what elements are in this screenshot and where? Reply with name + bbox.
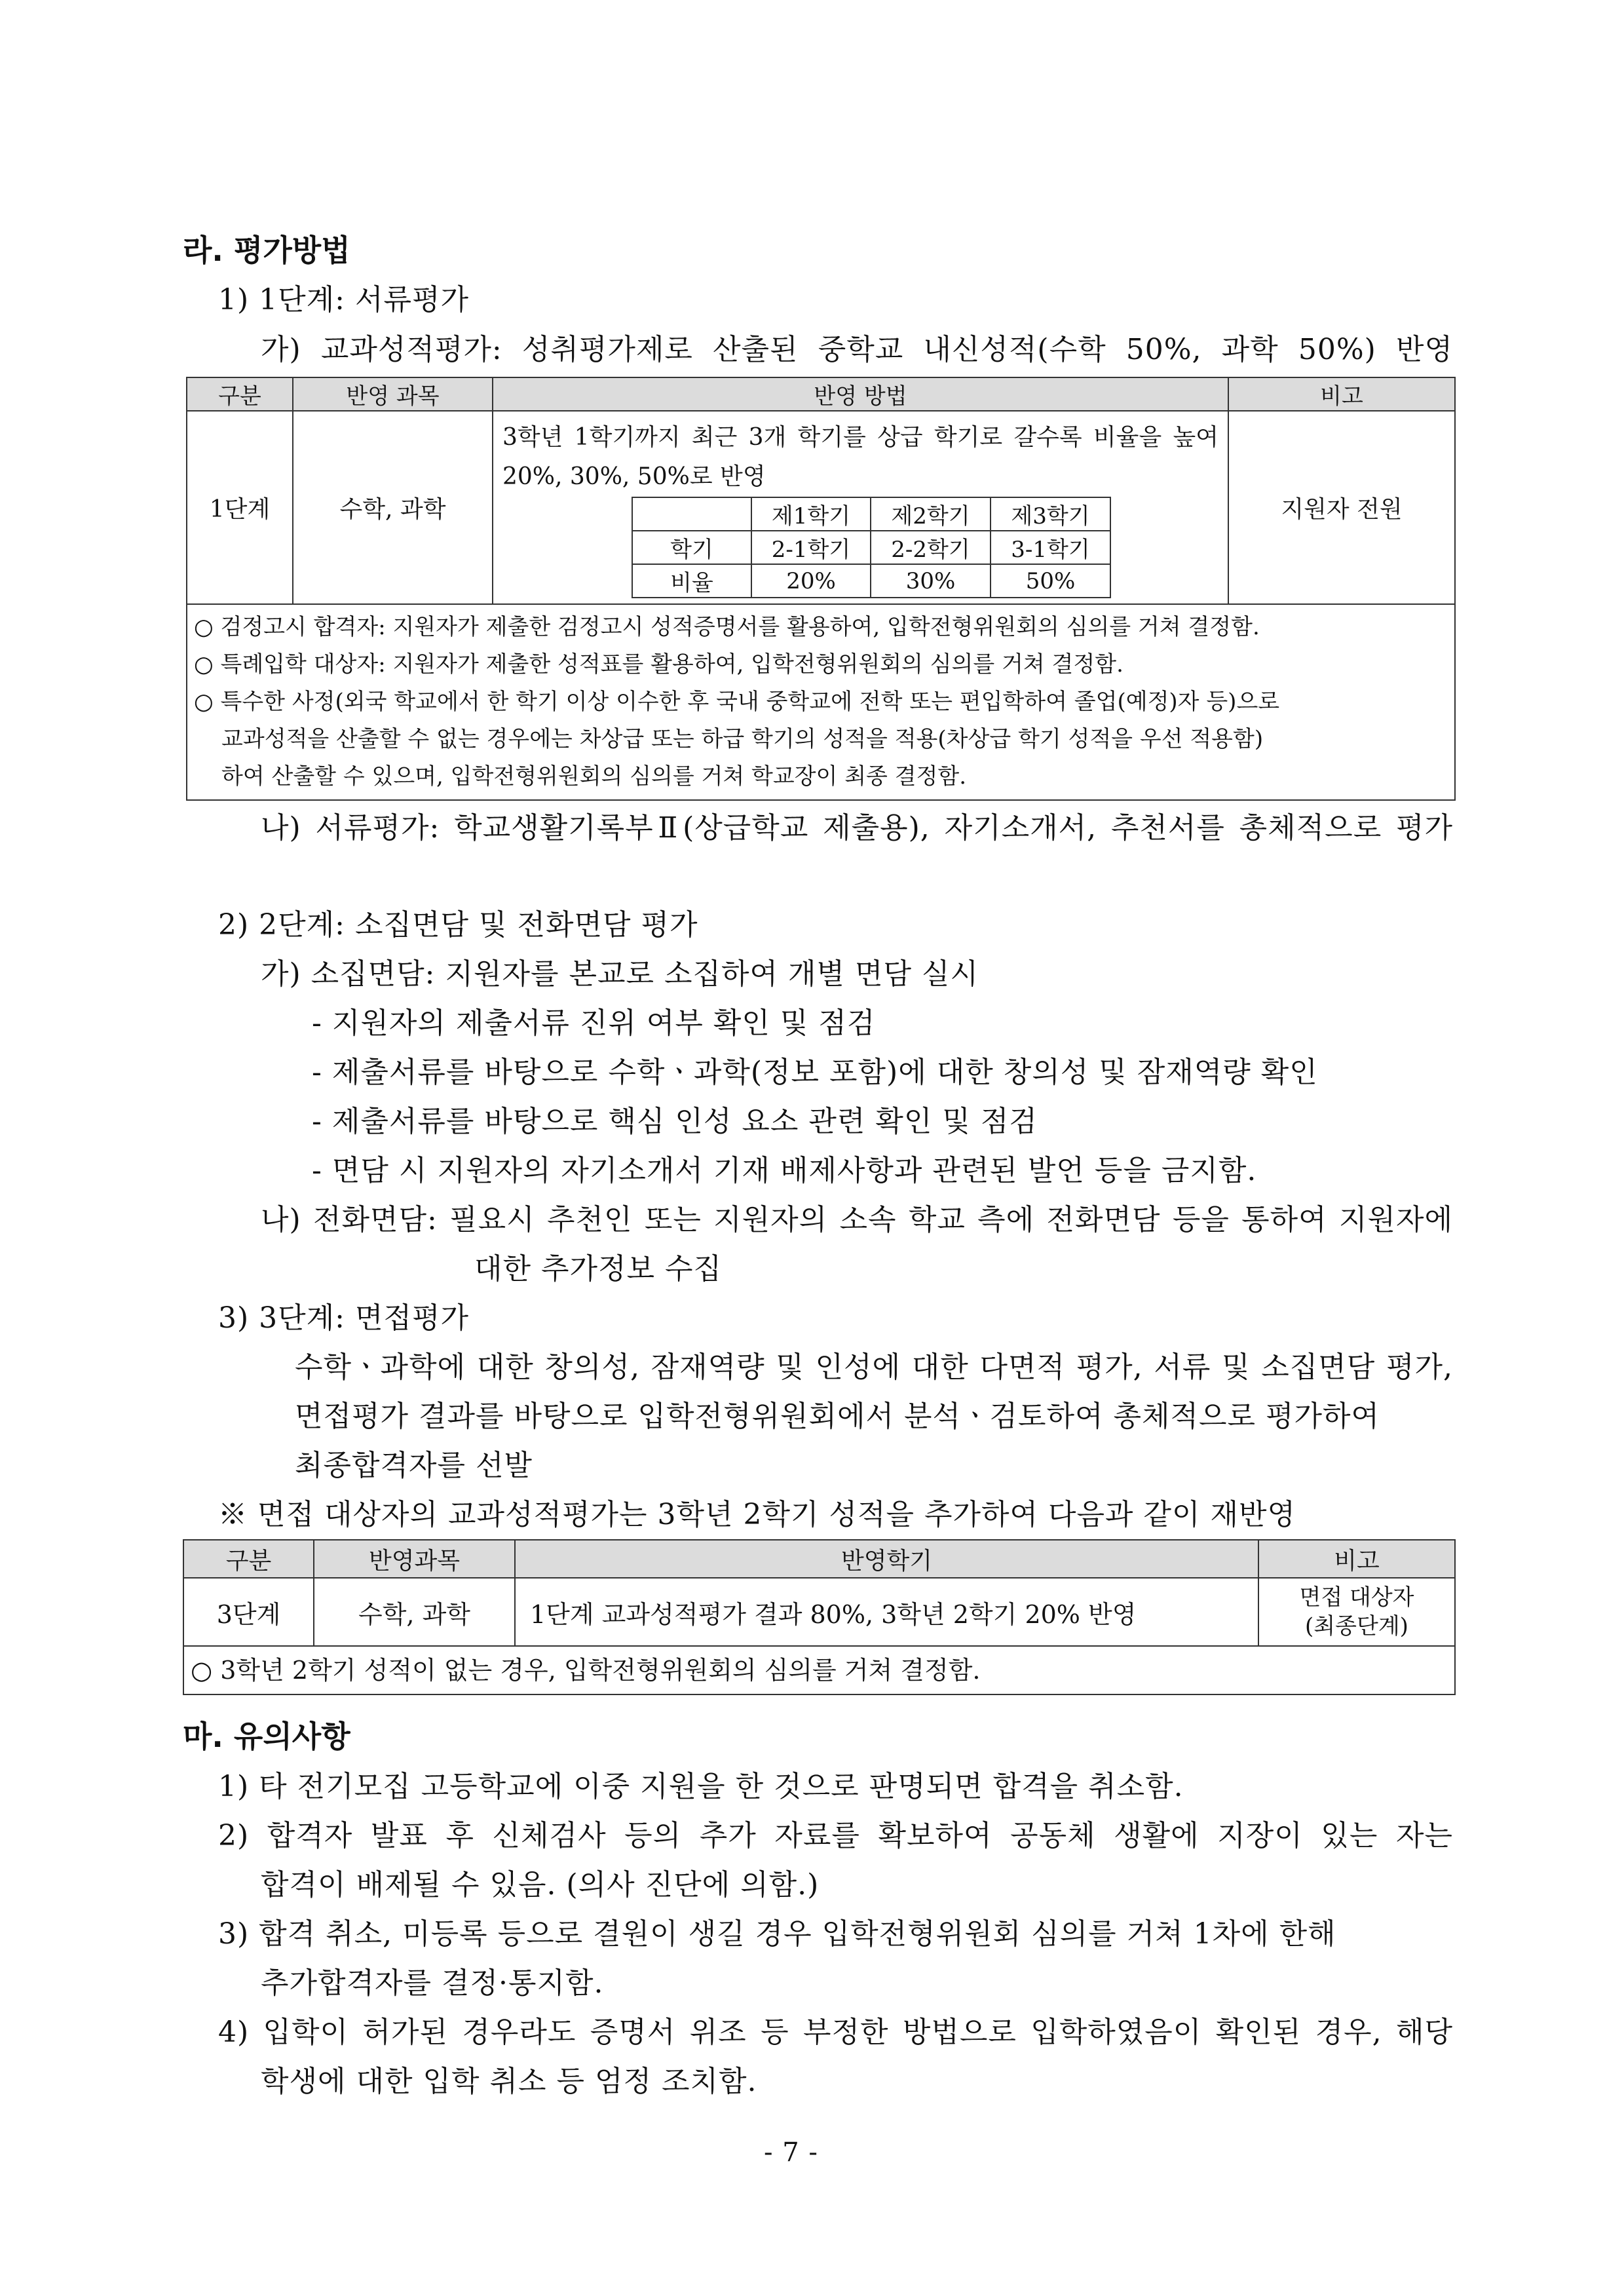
stage-cell: 1단계: [187, 411, 293, 604]
notes-item: 4) 입학이 허가된 경우라도 증명서 위조 등 부정한 방법으로 입학하였음이 확인된 경우, 해당: [218, 2016, 1453, 2049]
step1-grades-heading: 가) 교과성적평가: 성취평가제로 산출된 중학교 내신성적(수학 50%, 과학 50%) 반영: [261, 333, 1453, 366]
inner-cell: 제1학기: [751, 497, 871, 531]
list-item: - 지원자의 제출서류 진위 여부 확인 및 점검: [312, 1006, 876, 1040]
page-number: - 7 -: [764, 2137, 818, 2168]
list-item: - 제출서류를 바탕으로 수학ㆍ과학(정보 포함)에 대한 창의성 및 잠재역량 확인: [312, 1056, 1318, 1089]
table-header: 구분: [187, 377, 293, 411]
stage-cell: 3단계: [183, 1578, 314, 1646]
step1-documents-heading: 나) 서류평가: 학교생활기록부Ⅱ(상급학교 제출용), 자기소개서, 추천서를 총체적으로 평가: [261, 811, 1453, 845]
step1-heading: 1) 1단계: 서류평가: [218, 283, 469, 316]
table-header: 반영학기: [515, 1540, 1258, 1578]
method-cell: [493, 411, 1228, 604]
note-line: 하여 산출할 수 있으며, 입학전형위원회의 심의를 거쳐 학교장이 최종 결정함.: [221, 763, 967, 790]
inner-cell: 2-1학기: [751, 531, 871, 564]
step3-heading: 3) 3단계: 면접평가: [218, 1301, 469, 1335]
step2-phone-heading: 나) 전화면담: 필요시 추천인 또는 지원자의 소속 학교 측에 전화면담 등을 통하여 지원자에: [261, 1203, 1453, 1236]
step2-phone-continued: 대한 추가정보 수집: [474, 1252, 723, 1286]
subjects-cell: 수학, 과학: [314, 1578, 515, 1646]
notes-item-continued: 추가합격자를 결정·통지함.: [261, 1966, 604, 2000]
interview-grades-table: [183, 1539, 1456, 1695]
notes-item: 2) 합격자 발표 후 신체검사 등의 추가 자료를 확보하여 공동체 생활에 지장이 있는 자는: [218, 1819, 1453, 1852]
section-title-evaluation: 라. 평가방법: [183, 233, 350, 268]
inner-cell: 50%: [991, 564, 1110, 598]
method-text: 3학년 1학기까지 최근 3개 학기를 상급 학기로 갈수록 비율을 높여 20%, 30%, 50%로 반영: [502, 424, 1218, 490]
table-header: 반영 과목: [293, 377, 493, 411]
remark-cell: [1258, 1578, 1455, 1646]
step3-line: 면접평가 결과를 바탕으로 입학전형위원회에서 분석ㆍ검토하여 총체적으로 평가하여: [295, 1400, 1380, 1433]
section-title-notes: 마. 유의사항: [183, 1719, 350, 1754]
table-header: 비고: [1258, 1540, 1455, 1578]
remark-cell: 지원자 전원: [1228, 411, 1455, 604]
step2-heading: 2) 2단계: 소집면담 및 전화면담 평가: [218, 908, 698, 942]
inner-cell: 20%: [751, 564, 871, 598]
interview-note: ※ 면접 대상자의 교과성적평가는 3학년 2학기 성적을 추가하여 다음과 같이 재반영: [218, 1498, 1296, 1531]
table-note: ○ 3학년 2학기 성적이 없는 경우, 입학전형위원회의 심의를 거쳐 결정함.: [183, 1646, 1455, 1694]
table-header: 반영과목: [314, 1540, 515, 1578]
note-line: 교과성적을 산출할 수 없는 경우에는 차상급 또는 하급 학기의 성적을 적용(차상급 학기 성적을 우선 적용함): [221, 726, 1264, 752]
inner-cell: 제2학기: [871, 497, 991, 531]
inner-cell: 학기: [632, 531, 751, 564]
notes-item-continued: 합격이 배제될 수 있음. (의사 진단에 의함.): [261, 1868, 820, 1902]
semester-ratio-table: [632, 497, 1111, 598]
table-header: 반영 방법: [493, 377, 1228, 411]
note-line: ○ 검정고시 합격자: 지원자가 제출한 검정고시 성적증명서를 활용하여, 입학전형위원회의 심의를 거쳐 결정함.: [194, 614, 1260, 640]
inner-cell: 30%: [871, 564, 991, 598]
step3-line: 최종합격자를 선발: [295, 1449, 533, 1482]
inner-cell: 3-1학기: [991, 531, 1110, 564]
remark-line: (최종단계): [1305, 1613, 1408, 1639]
inner-cell: 비율: [632, 564, 751, 598]
table-header: 비고: [1228, 377, 1455, 411]
method-cell: 1단계 교과성적평가 결과 80%, 3학년 2학기 20% 반영: [515, 1578, 1258, 1646]
subjects-cell: 수학, 과학: [293, 411, 493, 604]
notes-item: 1) 타 전기모집 고등학교에 이중 지원을 한 것으로 판명되면 합격을 취소함.: [218, 1770, 1184, 1803]
remark-line: 면접 대상자: [1299, 1584, 1414, 1611]
list-item: - 면담 시 지원자의 자기소개서 기재 배제사항과 관련된 발언 등을 금지함.: [312, 1154, 1257, 1187]
inner-cell: 2-2학기: [871, 531, 991, 564]
note-line: ○ 특수한 사정(외국 학교에서 한 학기 이상 이수한 후 국내 중학교에 전학 또는 편입학하여 졸업(예정)자 등)으로: [194, 689, 1280, 715]
table-notes: [187, 604, 1455, 800]
notes-item-continued: 학생에 대한 입학 취소 등 엄정 조치함.: [261, 2065, 757, 2098]
inner-cell: [632, 497, 751, 531]
step2-summon-heading: 가) 소집면담: 지원자를 본교로 소집하여 개별 면담 실시: [261, 957, 979, 991]
inner-cell: 제3학기: [991, 497, 1110, 531]
notes-item: 3) 합격 취소, 미등록 등으로 결원이 생길 경우 입학전형위원회 심의를 거쳐 1차에 한해: [218, 1917, 1336, 1951]
table-header: 구분: [183, 1540, 314, 1578]
list-item: - 제출서류를 바탕으로 핵심 인성 요소 관련 확인 및 점검: [312, 1105, 1038, 1138]
note-line: ○ 특례입학 대상자: 지원자가 제출한 성적표를 활용하여, 입학전형위원회의 심의를 거쳐 결정함.: [194, 651, 1124, 678]
grades-table: [186, 377, 1456, 801]
step3-line: 수학ㆍ과학에 대한 창의성, 잠재역량 및 인성에 대한 다면적 평가, 서류 및 소집면담 평가,: [295, 1350, 1453, 1384]
